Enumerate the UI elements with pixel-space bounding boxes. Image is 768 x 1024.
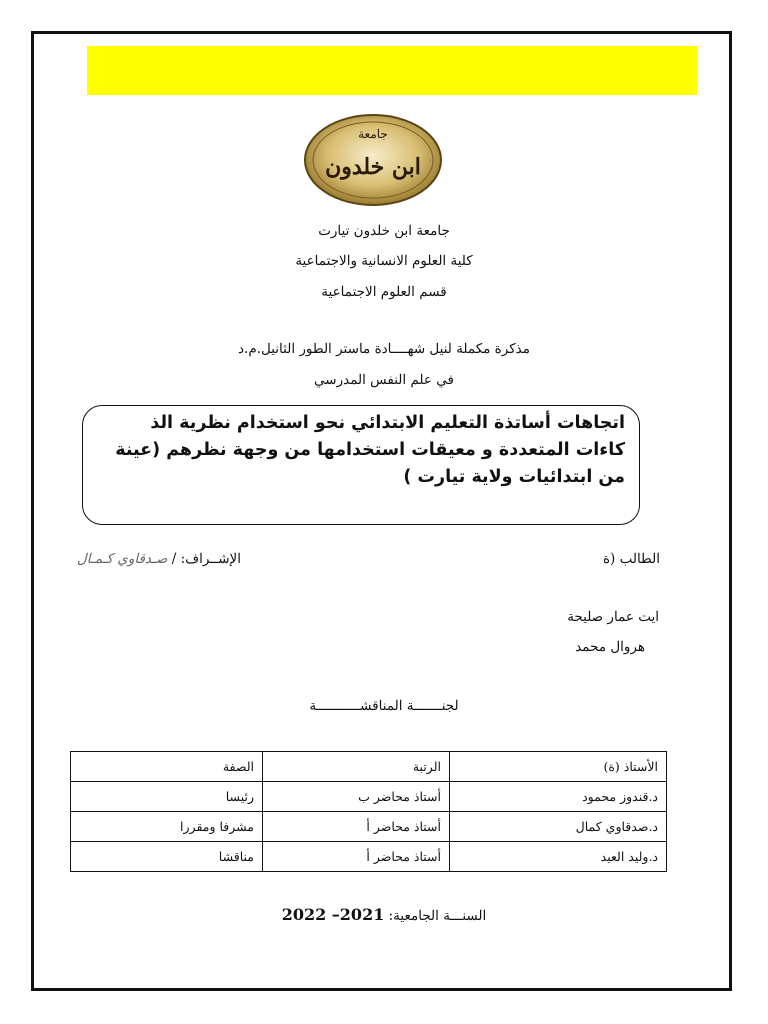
cell-professor: د.وليد العيد [450, 842, 667, 872]
logo-main-text: ابن خلدون [325, 154, 421, 180]
cell-role: رئيسا [71, 782, 263, 812]
supervisor-name: صـدقاوي كـمـال [76, 551, 168, 567]
table-header-row [71, 752, 667, 782]
table-row [71, 842, 667, 872]
committee-title: لجنـــــــة المناقشـــــــــــة [309, 698, 459, 714]
faculty-name: كلية العلوم الانسانية والاجتماعية [295, 253, 473, 269]
degree-field: في علم النفس المدرسي [314, 372, 454, 388]
cell-rank: أستاذ محاضر أ [263, 812, 450, 842]
header-professor: الأستاذ (ة) [450, 752, 667, 782]
logo-top-text: جامعة [358, 127, 388, 141]
degree-line: مذكرة مكملة لنيل شهــــادة ماستر الطور الثانيل.م.د [238, 341, 530, 357]
supervision-line [77, 551, 241, 567]
header-role: الصفة [71, 752, 263, 782]
cell-role: مشرفا ومقررا [71, 812, 263, 842]
student-name: هروال محمد [575, 639, 645, 655]
student-name: ايت عمار صليحة [567, 609, 659, 625]
university-name: جامعة ابن خلدون تيارت [318, 223, 450, 239]
committee-table [70, 751, 667, 872]
academic-year-label: السنـــة الجامعية: [388, 908, 487, 924]
table-row [71, 782, 667, 812]
cell-rank: أستاذ محاضر أ [263, 842, 450, 872]
cell-professor: د.صدقاوي كمال [450, 812, 667, 842]
department-name: قسم العلوم الاجتماعية [321, 284, 447, 300]
cell-professor: د.قندوز محمود [450, 782, 667, 812]
highlight-bar [87, 46, 697, 95]
students-label: الطالب (ة [602, 551, 660, 567]
thesis-title: اتجاهات أساتذة التعليم الابتدائي نحو استخدام نظرية الذ كاءات المتعددة و معيقات استخدامها من وجهة نظرهم (عينة من ابتدائيات ولاية تيارت ) [115, 413, 625, 487]
header-rank: الرتبة [263, 752, 450, 782]
thesis-title-box [82, 405, 640, 525]
academic-year-value: 2021– 2022 [281, 905, 385, 924]
university-logo [302, 112, 444, 208]
table-row [71, 812, 667, 842]
cell-role: مناقشا [71, 842, 263, 872]
supervision-label: الإشــراف: / [171, 551, 241, 567]
cell-rank: أستاذ محاضر ب [263, 782, 450, 812]
academic-year-line [0, 905, 768, 924]
